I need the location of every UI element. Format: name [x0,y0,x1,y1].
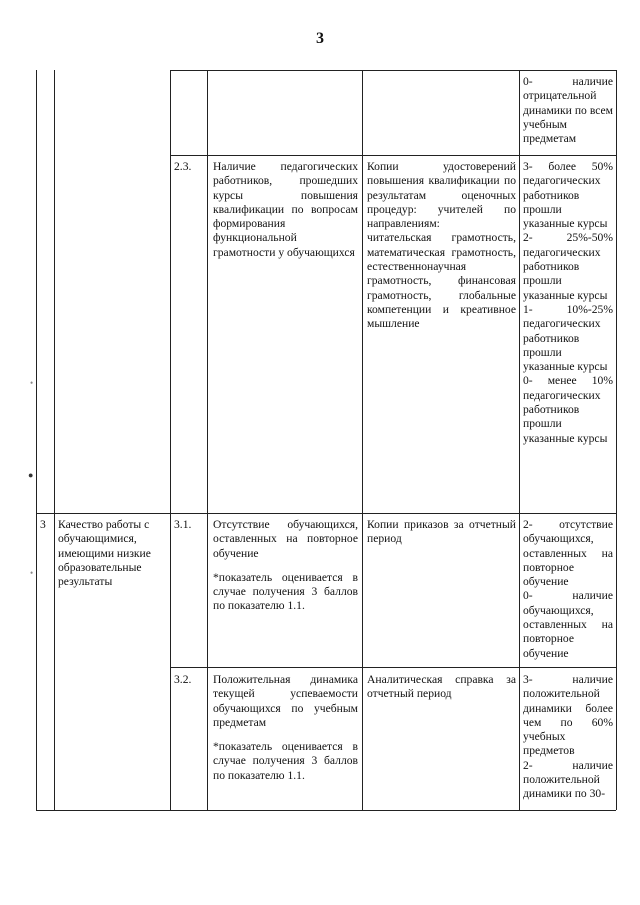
row-number-text: 3.1. [174,518,192,531]
column-border [207,70,208,810]
evaluation-item: 0- менее 10% педагогических работников прошли указанные курсы [523,374,613,445]
section-number-text: 3 [40,518,46,531]
confirmation-text: Копии удостоверений повышения квалификации по результатам оценочных процедур: учителей по направлениям: [367,160,516,231]
indicator-note: *показатель оценивается в случае получения 3 баллов по показателю 1.1. [213,740,358,782]
indicator-text: Положительная динамика текущей успеваемости обучающихся по учебным предметам [213,673,358,729]
evaluation-item: 3- более 50% педагогических работников прошли указанные курсы [523,160,613,231]
row-number [174,160,206,174]
column-border [519,70,520,810]
column-border [616,70,617,810]
column-border [36,70,37,810]
criterion-text: Качество работы с обучающимися, имеющими низкие образовательные результаты [58,518,151,589]
row-border [170,667,616,668]
evaluation-cell [523,673,613,802]
indicator-text: Наличие педагогических работников, прошедших курсы повышения квалификации по вопросам формирования функциональной грамотности у обучающихся [213,160,358,259]
evaluation-item: 2- отсутствие обучающихся, оставленных на повторное обучение [523,518,613,589]
indicator-cell [213,673,358,783]
paragraph-gap [213,561,358,571]
indicator-text: Отсутствие обучающихся, оставленных на повторное обучение [213,518,358,560]
scan-speck: ● [28,470,34,480]
evaluation-item: 3- наличие положительной динамики более чем по 60% учебных предметов [523,673,613,758]
column-border [170,70,171,810]
column-border [54,70,55,810]
row-border [170,155,616,156]
row-number-text: 2.3. [174,160,192,173]
indicator-cell [213,518,358,614]
row-number [174,518,206,532]
row-number [174,673,206,687]
evaluation-cell [523,75,613,146]
column-border [362,70,363,810]
evaluation-item: 1- 10%-25% педагогических работников прошли указанные курсы [523,302,613,374]
indicator-cell [213,160,358,260]
table-top-border [170,70,616,71]
table-bottom-border [36,810,616,811]
section-number [40,518,54,532]
confirmation-text: Аналитическая справка за отчетный период [367,673,516,701]
confirmation-cell [367,160,516,332]
evaluation-item: 2- 25%-50% педагогических работников прошли указанные курсы [523,231,613,302]
scan-speck: • [30,378,34,388]
paragraph-gap [213,730,358,740]
evaluation-cell [523,160,613,446]
row-border [36,513,616,514]
row-number-text: 3.2. [174,673,192,686]
confirmation-cell [367,673,516,702]
confirmation-cell [367,518,516,547]
criterion-cell [58,518,168,589]
confirmation-text: читательская грамотность, математическая грамотность, естественнонаучная грамотность, финансовая грамотность, глобальные компетенции и креативное мышление [367,231,516,331]
confirmation-text: Копии приказов за отчетный период [367,518,516,546]
evaluation-item: 2- наличие положительной динамики по 30- [523,758,613,801]
indicator-note: *показатель оценивается в случае получения 3 баллов по показателю 1.1. [213,570,358,613]
evaluation-item: 0- наличие отрицательной динамики по всем учебным предметам [523,75,613,146]
page-number: 3 [316,30,324,47]
evaluation-cell [523,518,613,661]
scan-speck: • [30,568,34,578]
evaluation-item: 0- наличие обучающихся, оставленных на повторное обучение [523,589,613,660]
